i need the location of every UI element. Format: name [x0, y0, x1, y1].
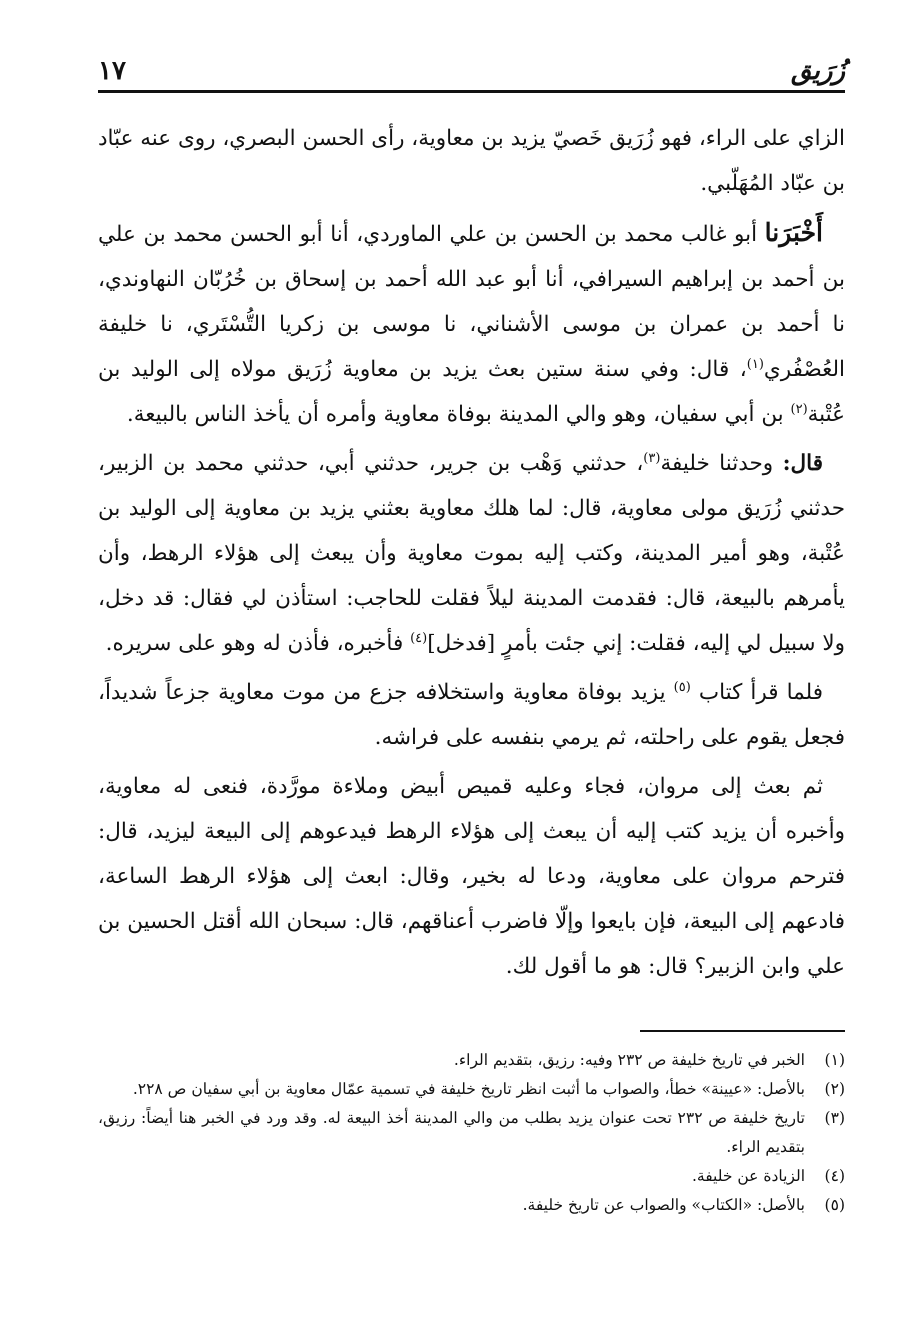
paragraph-text: ، قال: وفي سنة ستين بعث يزيد بن معاوية زُرَيق مولاه إلى الوليد بن عُتْبة	[98, 357, 845, 427]
running-title: زُرَيق	[790, 56, 845, 86]
footnote-marker-4: (٤)	[410, 630, 428, 646]
footnote-number: (٤)	[824, 1167, 845, 1185]
footnote-text: الخبر في تاريخ خليفة ص ٢٣٢ وفيه: رزيق، بتقديم الراء.	[453, 1051, 805, 1069]
paragraph-text: وحدثنا خليفة	[660, 451, 774, 476]
paragraph-text: فأخبره، فأذن له وهو على سريره.	[105, 631, 404, 656]
paragraph-text: بن أبي سفيان، وهو والي المدينة بوفاة معاوية وأمره أن يأخذ الناس بالبيعة.	[126, 402, 784, 427]
footnote-marker-5: (٥)	[673, 679, 691, 695]
paragraph-text: يزيد بوفاة معاوية واستخلافه جزع من موت معاوية جزعاً شديداً، فجعل يقوم على راحلته، ثم يرمي بنفسه على فراشه.	[98, 680, 845, 750]
footnote-rule	[640, 1030, 845, 1032]
footnote-marker-3: (٣)	[643, 450, 661, 466]
paragraph-2	[98, 210, 845, 437]
footnote-text: الزيادة عن خليفة.	[691, 1167, 805, 1185]
paragraph-4	[98, 670, 845, 760]
footnote-text: بالأصل: «الكتاب» والصواب عن تاريخ خليفة.	[522, 1196, 805, 1214]
paragraph-1: الزاي على الراء، فهو زُرَيق خَصيّ يزيد بن معاوية، رأى الحسن البصري، روى عنه عبّاد بن عبّاد المُهَلّبي.	[97, 126, 845, 196]
paragraph-5: ثم بعث إلى مروان، فجاء وعليه قميص أبيض وملاءة مورَّدة، فنعى له معاوية، وأخبره أن يزيد كتب إليه أن يبعث إلى هؤلاء الرهط فيدعوهم إلى البيعة ليزيد، قال: فترحم مروان على معاوية، ودعا له بخير، وقال: ابعث إلى هؤلاء الرهط الساعة، فادعهم إلى البيعة، فإن بايعوا وإلّا فاضرب أعناقهم، قال: سبحان الله أقتل الحسين بن علي وابن الزبير؟ قال: هو ما أقول لك.	[98, 774, 845, 979]
footnote-number: (١)	[824, 1051, 845, 1069]
footnote-number: (٣)	[824, 1109, 845, 1127]
paragraph-text: ، حدثني وَهْب بن جرير، حدثني أبي، حدثني محمد بن الزبير، حدثني زُرَيق مولى معاوية، قال: لما هلك معاوية بعثني يزيد بن معاوية إلى الوليد بن عُتْبة، وهو أمير المدينة، وكتب إليه بموت معاوية وأن يبعث إلى هؤلاء الرهط، وأن يأمرهم بالبيعة، قال: فقدمت المدينة ليلاً فقلت للحاجب: استأذن لي فقال: قد دخل، ولا سبيل لي إليه، فقلت: إني جئت بأمرٍ [فدخل]	[98, 451, 846, 656]
footnote-number: (٥)	[824, 1196, 845, 1214]
footnote-item	[98, 1162, 845, 1191]
footnote-item	[98, 1104, 845, 1162]
paragraph-text: فلما قرأ كتاب	[698, 680, 823, 705]
paragraph-text: أبو غالب محمد بن الحسن بن علي الماوردي، أنا أبو الحسن محمد بن علي بن أحمد بن إبراهيم السيرافي، أنا أبو عبد الله أحمد بن إسحاق بن خُرُبّان النهاوندي، نا أحمد بن عمران بن موسى الأشناني، نا موسى بن زكريا التُّسْتَري، نا خليفة العُصْفُري	[98, 222, 845, 382]
paragraph-lead: أَخْبَرَنا	[764, 218, 823, 247]
page-header	[98, 52, 845, 90]
footnote-item	[98, 1046, 845, 1075]
header-rule	[98, 90, 845, 93]
footnote-text: تاريخ خليفة ص ٢٣٢ تحت عنوان يزيد بطلب من والي المدينة أخذ البيعة له. وقد ورد في الخبر هنا أيضاً: رزيق، بتقديم الراء.	[98, 1109, 805, 1156]
main-text	[98, 116, 845, 989]
page-number: ١٧	[98, 56, 126, 86]
paragraph-3	[98, 441, 845, 666]
footnote-marker-2: (٢)	[790, 401, 808, 417]
footnote-marker-1: (١)	[746, 356, 764, 372]
footnote-item	[98, 1191, 845, 1220]
footnote-text: بالأصل: «عيينة» خطأ، والصواب ما أثبت انظر تاريخ خليفة في تسمية عمّال معاوية بن أبي سفيان ص ٢٢٨.	[132, 1080, 805, 1098]
footnote-number: (٢)	[824, 1080, 845, 1098]
footnotes	[98, 1046, 845, 1220]
paragraph-lead: قال:	[782, 451, 823, 476]
footnote-item	[98, 1075, 845, 1104]
